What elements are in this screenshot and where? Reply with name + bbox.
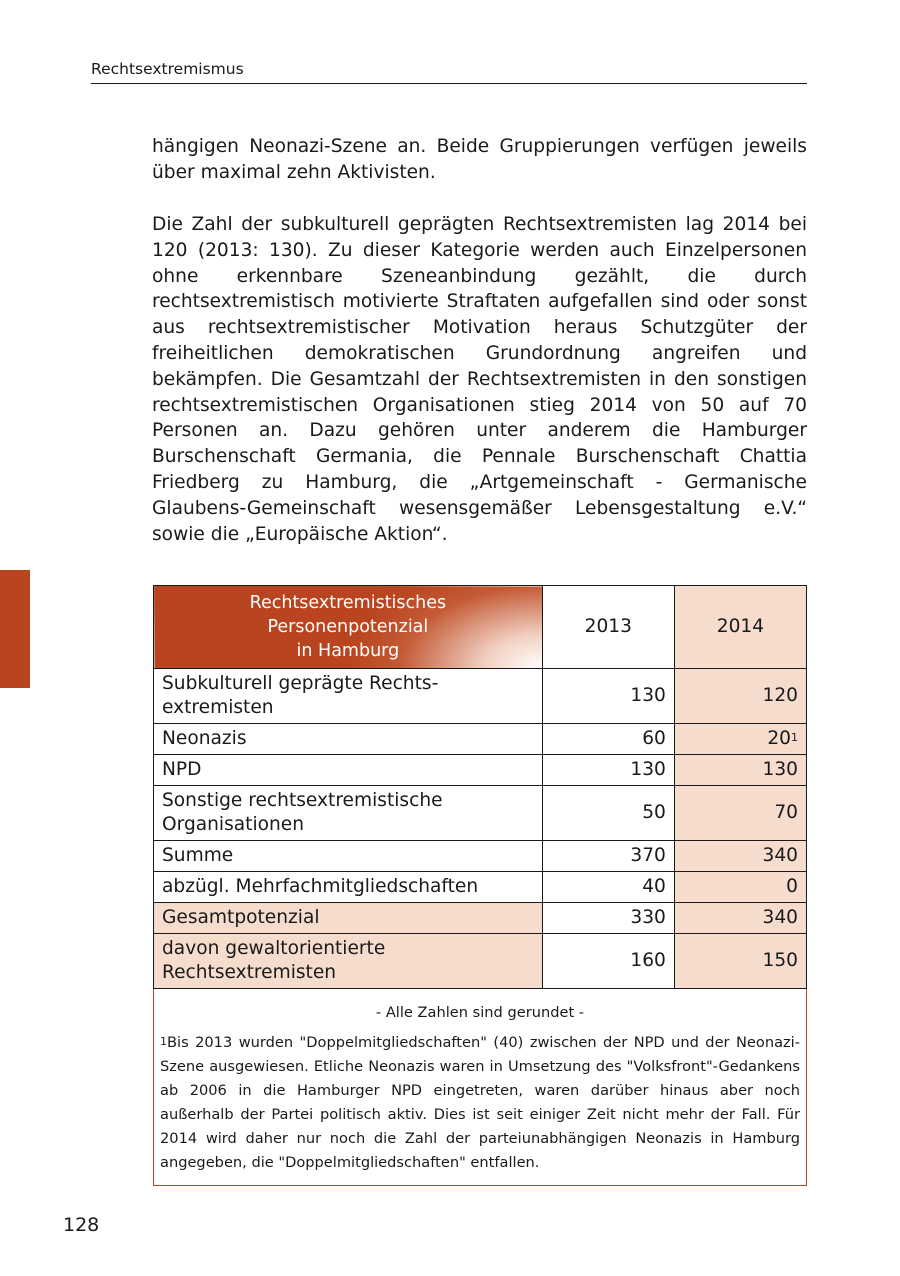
footnote [160, 1031, 800, 1175]
value-text: 20 [767, 728, 791, 749]
table-row [154, 903, 807, 934]
table-row [154, 755, 807, 786]
table-header-row [154, 586, 807, 669]
header-year-2013: 2013 [542, 586, 674, 669]
value-2013: 130 [542, 669, 674, 724]
value-2014: 70 [674, 786, 806, 841]
table-row [154, 841, 807, 872]
footnote-text: Bis 2013 wurden "Doppelmitgliedschaften" (40) zwischen der NPD und der Neonazi-Szene ausgewiesen. Etliche Neonazis waren in Umsetzung des "Volksfront"-Gedankens ab 2006 in die Hamburger NPD eingetreten, waren darüber hinaus aber noch außerhalb der Partei politisch aktiv. Dies ist seit einiger Zeit nicht mehr der Fall. Für 2014 wird daher nur noch die Zahl der parteiunabhängigen Neonazis in Hamburg angegeben, die "Doppelmitgliedschaften" entfallen. [160, 1034, 800, 1171]
row-label: davon gewaltorientierte Rechtsextremisten [154, 934, 543, 989]
row-label: Subkulturell geprägte Rechts- extremisten [154, 669, 543, 724]
value-2014: 130 [674, 755, 806, 786]
value-2014: 120 [674, 669, 806, 724]
row-label: Gesamtpotenzial [154, 903, 543, 934]
value-2013: 370 [542, 841, 674, 872]
table-row [154, 786, 807, 841]
value-2014 [674, 724, 806, 755]
row-label: Summe [154, 841, 543, 872]
value-2013: 60 [542, 724, 674, 755]
header-year-2014: 2014 [674, 586, 806, 669]
rounding-note: - Alle Zahlen sind gerundet - [375, 1004, 585, 1021]
paragraph-text: Die Zahl der subkulturell geprägten Rechtsextremisten lag 2014 bei 120 (2013: 130). Zu dieser Kategorie werden auch Einzelpersonen ohne erkennbare Szeneanbindung gezählt, die durch rechtsextremistisch motivierte Straftaten aufgefallen sind oder sonst aus rechtsextremistischer Motivation heraus Schutzgüter der freiheitlichen demokratischen Grundordnung angreifen und bekämpfen. Die Gesamtzahl der Rechtsextremisten in den sonstigen rechtsextremistischen Organisationen stieg 2014 von 50 auf 70 Personen an. Dazu gehören unter anderem die Hamburger Burschenschaft Germania, die Pennale Burschenschaft Chattia Friedberg zu Hamburg, die „Artgemeinschaft - Germanische Glaubens-Gemeinschaft wesensgemäßer Lebensgestaltung e.V.“ sowie die „Europäische Aktion“. [152, 214, 807, 545]
table-row [154, 724, 807, 755]
personenpotenzial-table [153, 585, 807, 1186]
page-number: 128 [63, 1214, 100, 1236]
body-paragraph-2 [152, 212, 807, 547]
value-2014: 340 [674, 903, 806, 934]
table-row [154, 934, 807, 989]
value-2014: 150 [674, 934, 806, 989]
table-row [154, 872, 807, 903]
value-2014: 340 [674, 841, 806, 872]
table-header-label: Rechtsextremistisches Personenpotenzial in Hamburg [154, 586, 543, 669]
chapter-side-tab [0, 570, 30, 688]
table-row [154, 669, 807, 724]
running-header: Rechtsextremismus [91, 60, 807, 84]
row-label: Sonstige rechtsextremistische Organisationen [154, 786, 543, 841]
value-2013: 40 [542, 872, 674, 903]
footnote-marker: 1 [160, 1035, 167, 1048]
value-2013: 130 [542, 755, 674, 786]
table-footer-row [154, 989, 807, 1186]
footnote-ref: 1 [791, 731, 798, 744]
paragraph-text: hängigen Neonazi-Szene an. Beide Gruppierungen verfügen jeweils über maximal zehn Aktivisten. [152, 136, 807, 183]
value-2013: 330 [542, 903, 674, 934]
value-2014: 0 [674, 872, 806, 903]
body-paragraph-1 [152, 134, 807, 186]
row-label: NPD [154, 755, 543, 786]
value-2013: 160 [542, 934, 674, 989]
table-notes [154, 989, 807, 1186]
row-label: Neonazis [154, 724, 543, 755]
row-label: abzügl. Mehrfachmitgliedschaften [154, 872, 543, 903]
value-2013: 50 [542, 786, 674, 841]
